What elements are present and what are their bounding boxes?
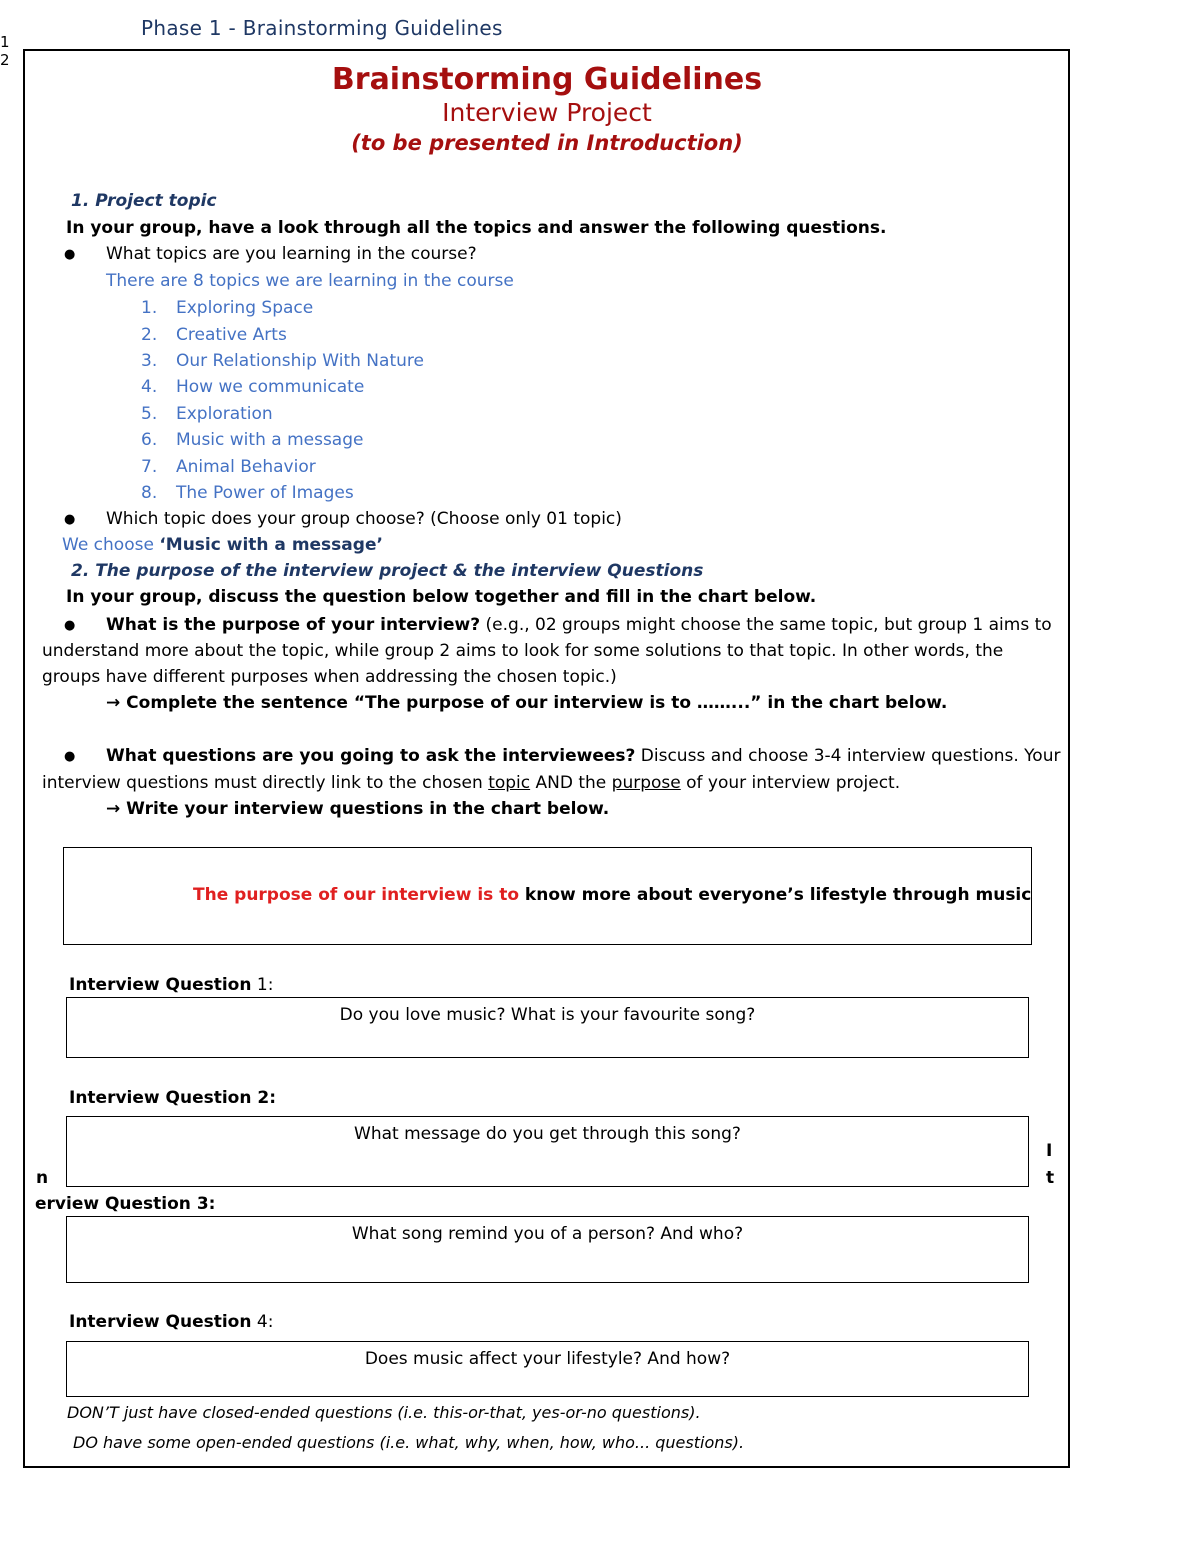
purpose-question-line1: ● What is the purpose of your interview? (e.g., 02 groups might choose the same topic, but group 1 aims to — [106, 615, 1052, 635]
topic-list-item: 8. The Power of Images — [141, 483, 354, 503]
questions-question-line2: interview questions must directly link to the chosen topic AND the purpose of your interview project. — [42, 773, 901, 793]
purpose-question-line2: understand more about the topic, while group 2 aims to look for some solutions to that topic. In other words, the — [42, 641, 1004, 661]
note-open-ended: DO have some open-ended questions (i.e. what, why, when, how, who... questions). — [73, 1433, 745, 1452]
topic-list-item: 3. Our Relationship With Nature — [141, 351, 424, 371]
chosen-topic: ‘Music with a message’ — [159, 535, 383, 555]
interview-question-text: What message do you get through this song? — [354, 1124, 741, 1144]
topic-list-item: 5. Exploration — [141, 404, 273, 424]
interview-question-box[interactable] — [66, 997, 1029, 1058]
topic-list-item: 7. Animal Behavior — [141, 457, 316, 477]
section1-instruction: In your group, have a look through all the topics and answer the following questions. — [66, 218, 887, 238]
note-closed-ended: DON’T just have closed-ended questions (i.e. this-or-that, yes-or-no questions). — [67, 1403, 701, 1422]
interview-question-text: What song remind you of a person? And who? — [351, 1224, 744, 1244]
topic-choice: We choose ‘Music with a message’ — [62, 535, 383, 555]
questions-instruction: → Write your interview questions in the chart below. — [106, 799, 610, 819]
stray-letter-i: I — [1046, 1141, 1053, 1161]
interview-question-box[interactable] — [66, 1341, 1029, 1397]
page-header: Phase 1 - Brainstorming Guidelines — [141, 16, 503, 40]
purpose-sentence: The purpose of our interview is to know more about everyone’s lifestyle through music — [193, 885, 1032, 905]
topic-list-item: 4. How we communicate — [141, 377, 365, 397]
topics-answer-intro: There are 8 topics we are learning in the course — [106, 271, 514, 291]
purpose-box[interactable] — [63, 847, 1032, 945]
questions-question-line1: ● What questions are you going to ask the interviewees? Discuss and choose 3-4 interview questions. Your — [106, 746, 1060, 766]
section1-question-topics: ● What topics are you learning in the course? — [106, 244, 477, 264]
interview-question-label: erview Question 3: — [35, 1194, 216, 1214]
interview-question-box[interactable] — [66, 1216, 1029, 1283]
topic-list-item: 2. Creative Arts — [141, 325, 287, 345]
topic-list-item: 6. Music with a message — [141, 430, 364, 450]
document-subtitle-note: (to be presented in Introduction) — [351, 131, 743, 155]
topic-list-item: 1. Exploring Space — [141, 298, 314, 318]
line-number-2: 2 — [0, 51, 10, 69]
purpose-instruction: → Complete the sentence “The purpose of our interview is to ……...” in the chart below. — [106, 693, 948, 713]
section1-question-choice: ● Which topic does your group choose? (Choose only 01 topic) — [106, 509, 622, 529]
interview-question-box[interactable] — [66, 1116, 1029, 1187]
document-subtitle: Interview Project — [442, 98, 652, 127]
section2-instruction: In your group, discuss the question below together and fill in the chart below. — [66, 587, 817, 607]
stray-letter-t: t — [1046, 1168, 1055, 1188]
purpose-question-line3: groups have different purposes when addressing the chosen topic.) — [42, 667, 617, 687]
interview-question-label: Interview Question 4: — [69, 1312, 274, 1332]
interview-question-label: Interview Question 2: — [69, 1088, 277, 1108]
section2-heading: 2. The purpose of the interview project & the interview Questions — [71, 561, 704, 581]
interview-question-text: Does music affect your lifestyle? And how? — [364, 1349, 731, 1369]
line-number-1: 1 — [0, 33, 10, 51]
section1-heading: 1. Project topic — [71, 191, 217, 211]
interview-question-text: Do you love music? What is your favourite song? — [339, 1005, 756, 1025]
interview-question-label: Interview Question 1: — [69, 975, 274, 995]
document-title: Brainstorming Guidelines — [331, 62, 763, 97]
stray-letter-n: n — [36, 1168, 49, 1188]
